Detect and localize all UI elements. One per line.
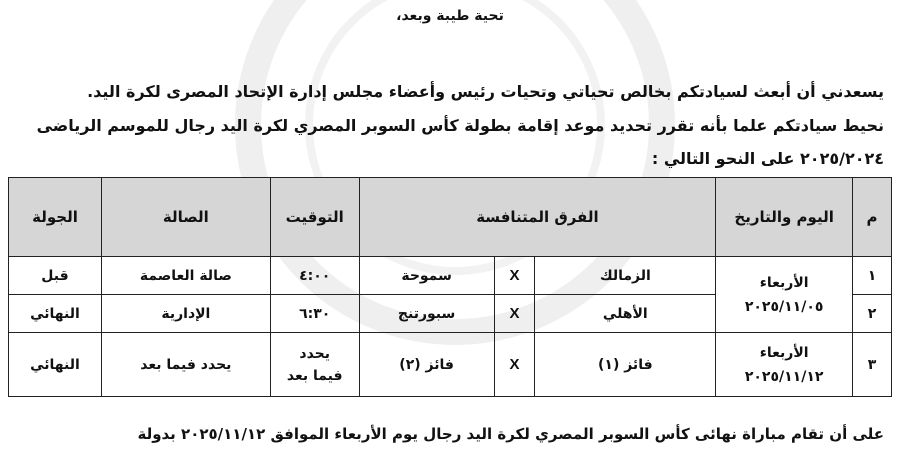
paragraph-line-2: نحيط سيادتكم علما بأنه تقرر تحديد موعد إقامة بطولة كأس السوبر المصري لكرة اليد رجال للموسم الرياضى <box>36 116 884 135</box>
vs-mark: X <box>494 333 535 397</box>
vs-mark: X <box>494 295 535 333</box>
date-label: ٢٠٢٥/١١/٠٥ <box>744 298 824 315</box>
day-label: الأربعاء <box>759 344 809 361</box>
row-num: ١ <box>853 257 892 295</box>
team-away: سبورتنج <box>359 295 494 333</box>
greeting: تحية طيبة وبعد، <box>396 8 504 24</box>
header-time: التوقيت <box>270 178 359 257</box>
header-hall: الصالة <box>101 178 270 257</box>
date-cell <box>716 257 853 333</box>
hall-cell-line1: صالة العاصمة <box>101 257 270 295</box>
row-num: ٣ <box>853 333 892 397</box>
paragraph-line-3: ٢٠٢٥/٢٠٢٤ على النحو التالي : <box>651 149 884 168</box>
paragraph-line-1: يسعدني أن أبعث لسيادتكم بخالص تحياتي وتحيات رئيس وأعضاء مجلس إدارة الإتحاد المصرى لكرة اليد. <box>87 82 884 101</box>
header-round: الجولة <box>9 178 102 257</box>
round-cell-line1: قبل <box>9 257 102 295</box>
hall-cell: يحدد فيما بعد <box>101 333 270 397</box>
vs-mark: X <box>494 257 535 295</box>
team-home: فائز (١) <box>535 333 716 397</box>
row-num: ٢ <box>853 295 892 333</box>
day-label: الأربعاء <box>759 274 809 291</box>
time-line1: يحدد <box>299 345 331 362</box>
team-away: فائز (٢) <box>359 333 494 397</box>
team-home: الزمالك <box>535 257 716 295</box>
team-home: الأهلي <box>535 295 716 333</box>
schedule-table <box>8 177 892 397</box>
hall-cell-line2: الإدارية <box>101 295 270 333</box>
header-date: اليوم والتاريخ <box>716 178 853 257</box>
table-row <box>9 333 892 397</box>
time-cell: ٦:٣٠ <box>270 295 359 333</box>
date-cell <box>716 333 853 397</box>
team-away: سموحة <box>359 257 494 295</box>
header-teams: الفرق المتنافسة <box>359 178 716 257</box>
time-line2: فيما بعد <box>286 367 343 384</box>
time-cell: ٤:٠٠ <box>270 257 359 295</box>
round-cell-line2: النهائي <box>9 295 102 333</box>
table-header-row <box>9 178 892 257</box>
time-cell <box>270 333 359 397</box>
header-num: م <box>853 178 892 257</box>
table-row <box>9 257 892 295</box>
round-cell: النهائي <box>9 333 102 397</box>
date-label: ٢٠٢٥/١١/١٢ <box>744 368 824 385</box>
footer-line: على أن تقام مباراة نهائى كأس السوبر المصري لكرة اليد رجال يوم الأربعاء الموافق ٢٠٢٥/١١/١٢ بدولة <box>137 425 884 443</box>
